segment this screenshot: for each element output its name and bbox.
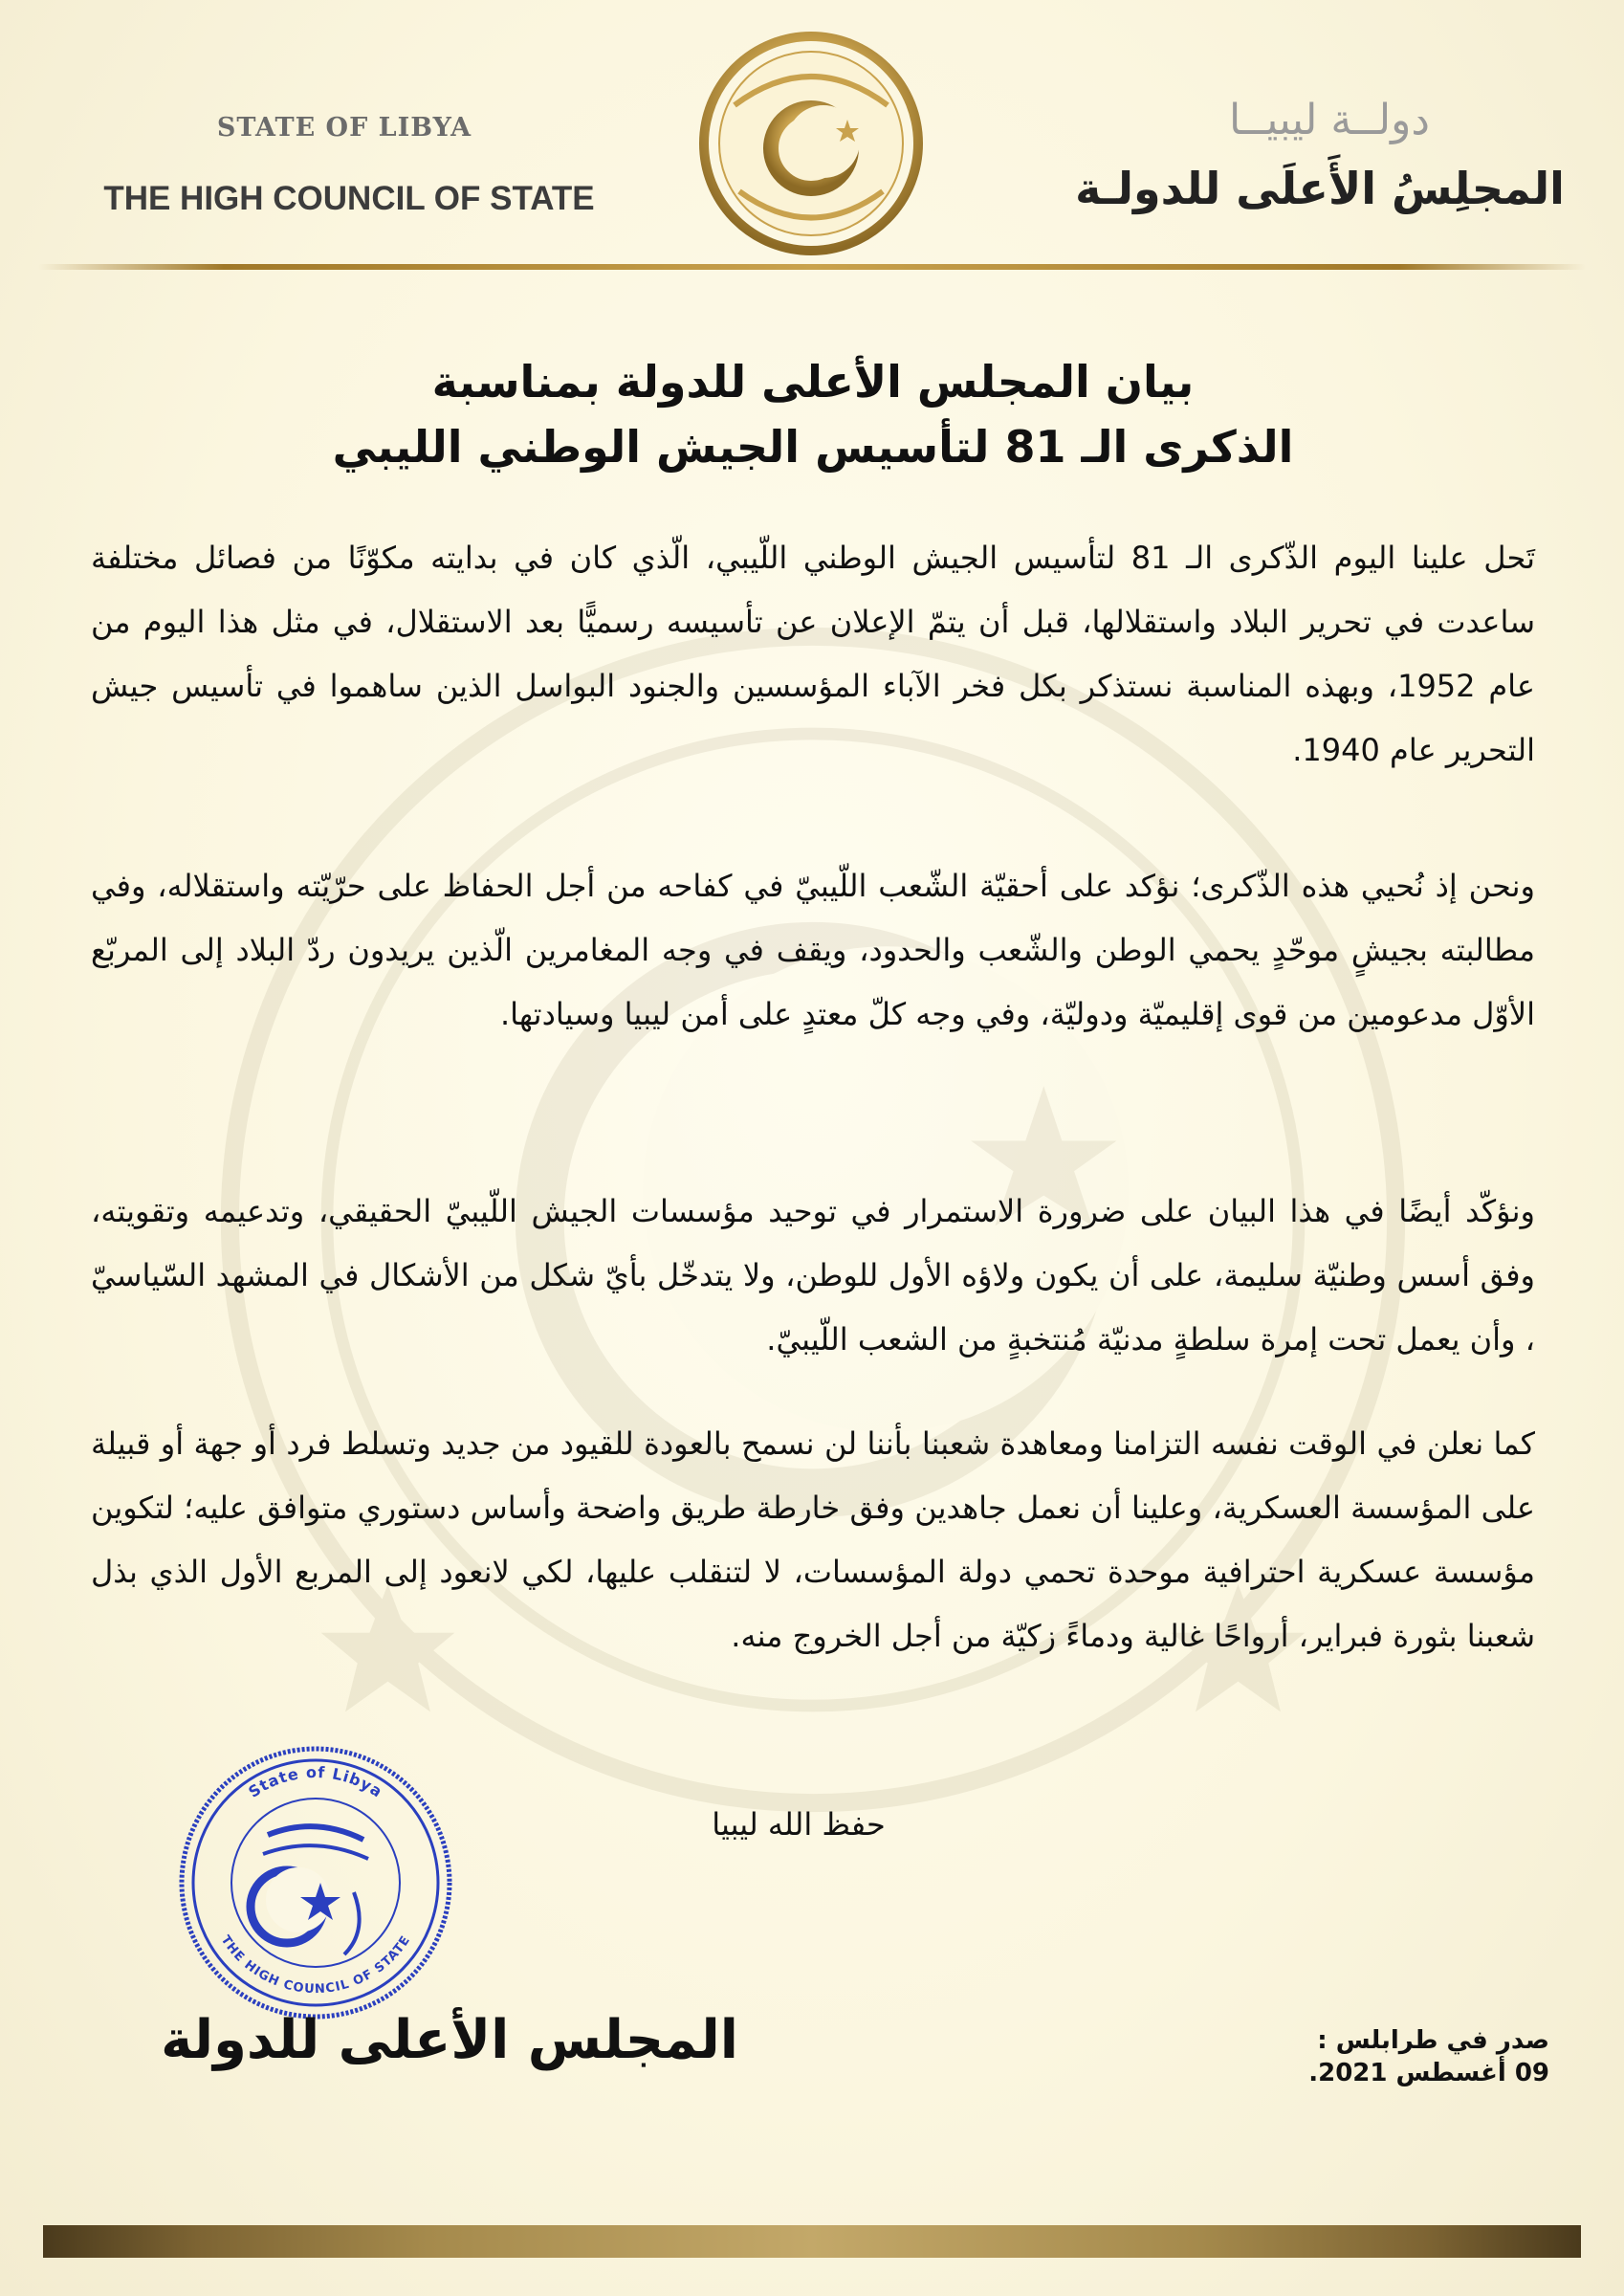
body-paragraph-3: ونؤكّد أيضًا في هذا البيان على ضرورة الاستمرار في توحيد مؤسسات الجيش اللّيبيّ الحقيقي، وتدعيمه وتقويته، وفق أسس وطنيّة سليمة، على أن يكون ولاؤه الأول للوطن، ولا يتدخّل بأيّ شكل من الأشكال في المشهد السّياسيّ ، وأن يعمل تحت إمرة سلطةٍ مدنيّة مُنتخبةٍ من الشعب اللّيبيّ. [91,1193,1535,1358]
council-signature: المجلس الأعلى للدولة [161,2009,738,2071]
statement-title-line1: بيان المجلس الأعلى للدولة بمناسبة [431,356,1195,408]
statement-title-line2: الذكرى الـ 81 لتأسيس الجيش الوطني الليبي [332,421,1294,473]
footer-bar [43,2225,1581,2258]
header-ar-council: المجلِسُ الأَعلَى للدولـة [1075,163,1565,214]
issued-date: 09 أغسطس 2021. [1308,2059,1549,2087]
svg-text:THE HIGH COUNCIL OF STATE: THE HIGH COUNCIL OF STATE [217,1932,414,1998]
body-paragraph-4: كما نعلن في الوقت نفسه التزامنا ومعاهدة شعبنا بأننا لن نسمح بالعودة للقيود من جديد وتسلط فرد أو جهة أو قبيلة على المؤسسة العسكرية، وعلينا أن نعمل جاهدين وفق خارطة طريق واضحة وأساس دستوري متوافق عليه؛ لتكوين مؤسسة عسكرية احترافية موحدة تحمي دولة المؤسسات، لا لتنقلب عليها، لكي لانعود إلى المربع الأول الذي بذل شعبنا بثورة فبراير، أرواحًا غالية ودماءً زكيّة من أجل الخروج منه. [91,1425,1535,1654]
official-stamp-icon [172,1739,459,2026]
issued-place: صدر في طرابلس : [1317,2026,1549,2055]
header-en-state: STATE OF LIBYA [216,113,472,143]
header-ar-state: دولــة ليبيــا [1228,96,1431,144]
council-logo-icon [696,29,926,258]
body-paragraph-1: تَحل علينا اليوم الذّكرى الـ 81 لتأسيس الجيش الوطني اللّيبي، الّذي كان في بدايته مكوّنًا من فصائل مختلفة ساعدت في تحرير البلاد واستقلالها، قبل أن يتمّ الإعلان عن تأسيسه رسميًّا بعد الاستقلال، في مثل هذا اليوم من عام 1952، وبهذه المناسبة نستذكر بكل فخر الآباء المؤسسين والجنود البواسل الذين ساهموا في تأسيس جيش التحرير عام 1940. [91,540,1536,768]
header-en-council: THE HIGH COUNCIL OF STATE [103,180,595,217]
closing-phrase: حفظ الله ليبيا [712,1806,886,1843]
svg-text:State of Libya: State of Libya [245,1762,386,1801]
header-divider [38,264,1586,270]
body-paragraph-2: ونحن إذ نُحيي هذه الذّكرى؛ نؤكد على أحقيّة الشّعب اللّيبيّ في كفاحه من أجل الحفاظ على حرّيّته واستقلاله، وفي مطالبته بجيشٍ موحّدٍ يحمي الوطن والشّعب والحدود، ويقف في وجه المغامرين الّذين يريدون ردّ البلاد إلى المربّع الأوّل مدعومين من قوى إقليميّة ودوليّة، وفي وجه كلّ معتدٍ على أمن ليبيا وسيادتها. [91,868,1535,1032]
